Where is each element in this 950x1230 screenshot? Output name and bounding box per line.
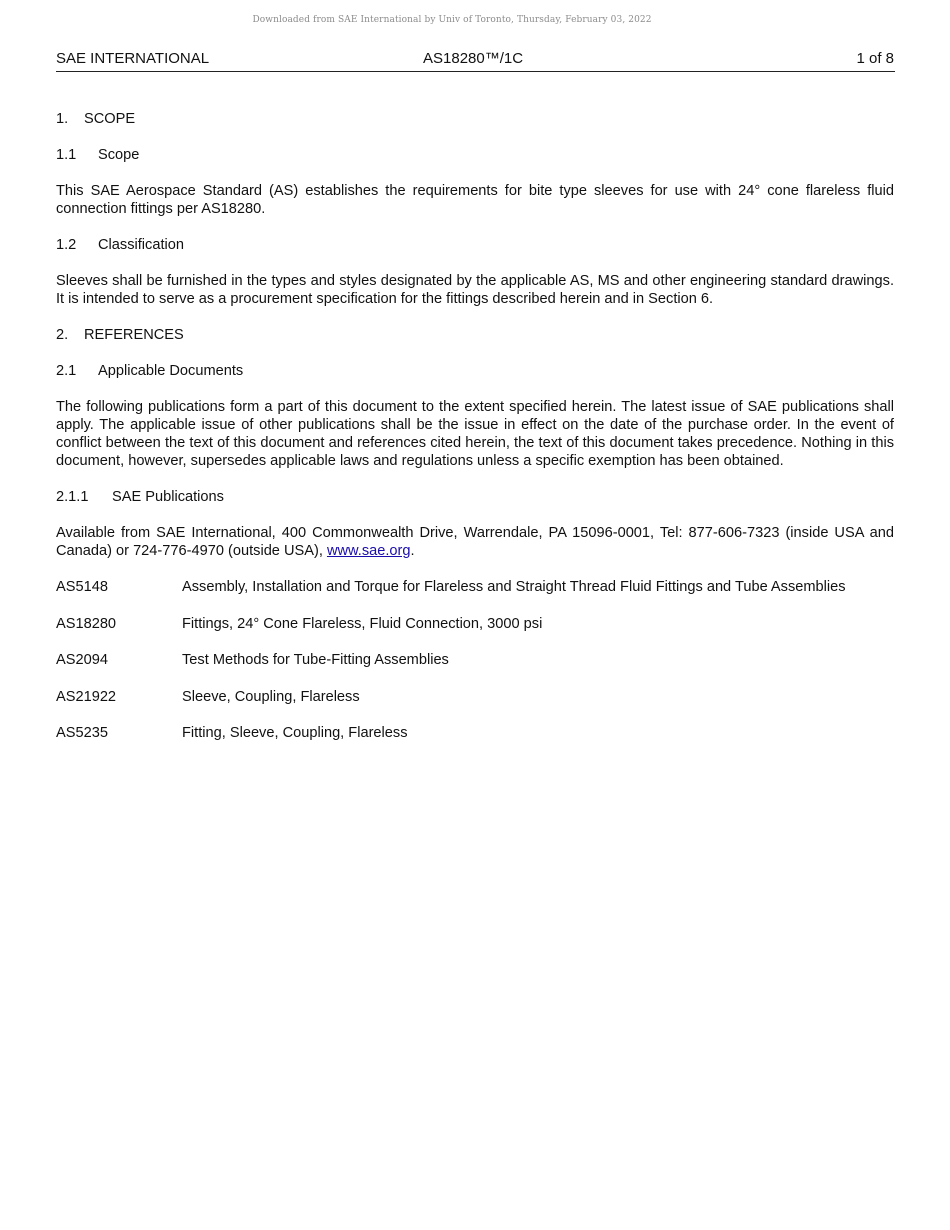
reference-title: Test Methods for Tube-Fitting Assemblies (182, 652, 449, 668)
section-1-1-text: This SAE Aerospace Standard (AS) establishes the requirements for bite type sleeves for use with 24° cone flareless fluid connection fittings per AS18280. (56, 183, 894, 217)
reference-item (56, 578, 894, 596)
availability-text: Available from SAE International, 400 Commonwealth Drive, Warrendale, PA 15096-0001, Tel: 877-606-7323 (inside USA and Canada) or 724-776-4970 (outside USA), (56, 525, 894, 559)
reference-title: Fitting, Sleeve, Coupling, Flareless (182, 725, 408, 741)
section-number: 1. (56, 111, 69, 127)
sae-website-link[interactable]: www.sae.org (326, 543, 411, 559)
section-number: 2.1 (56, 363, 77, 379)
section-number: 2. (56, 327, 69, 343)
reference-list (56, 578, 894, 742)
reference-item (56, 688, 894, 706)
reference-item (56, 651, 894, 669)
section-1-1-heading (56, 146, 894, 164)
header-org: SAE INTERNATIONAL (56, 50, 210, 67)
section-number: 1.1 (56, 147, 77, 163)
reference-title: Assembly, Installation and Torque for Flareless and Straight Thread Fluid Fittings and Tube Assemblies (182, 579, 846, 595)
header-doc-id: AS18280™/1C (423, 50, 524, 67)
header-page-number: 1 of 8 (856, 50, 894, 67)
section-2-1-text: The following publications form a part of this document to the extent specified herein. The latest issue of SAE publications shall apply. The applicable issue of other publications shall be the issue in effect on the date of the purchase order. In the event of conflict between the text of this document and references cited herein, the text of this document takes precedence. Nothing in this document, however, supersedes applicable laws and regulations unless a specific exemption has been obtained. (56, 399, 894, 469)
page-header (56, 49, 895, 72)
reference-item (56, 615, 894, 633)
section-title: Scope (98, 147, 140, 163)
section-2-heading (56, 326, 894, 344)
reference-code: AS2094 (56, 652, 108, 668)
reference-code: AS5148 (56, 579, 108, 595)
section-title: REFERENCES (84, 327, 184, 343)
download-watermark: Downloaded from SAE International by Univ of Toronto, Thursday, February 03, 2022 (252, 15, 652, 25)
section-number: 2.1.1 (56, 489, 89, 505)
reference-title: Fittings, 24° Cone Flareless, Fluid Connection, 3000 psi (182, 615, 543, 632)
reference-item (56, 724, 894, 742)
section-1-heading (56, 110, 894, 128)
reference-code: AS5235 (56, 725, 108, 741)
section-2-1-1-heading (56, 488, 894, 506)
section-1-2-heading (56, 236, 894, 254)
section-title: Classification (98, 237, 184, 253)
reference-code: AS18280 (56, 615, 117, 632)
section-2-1-heading (56, 362, 894, 380)
section-number: 1.2 (56, 237, 77, 253)
section-title: Applicable Documents (98, 363, 244, 379)
section-1-2-text: Sleeves shall be furnished in the types and styles designated by the applicable AS, MS and other engineering standard drawings. It is intended to serve as a procurement specification for the fittings described herein and in Section 6. (56, 273, 894, 307)
reference-code: AS21922 (56, 688, 117, 705)
reference-title: Sleeve, Coupling, Flareless (182, 688, 360, 705)
document-body (56, 110, 894, 761)
section-title: SAE Publications (112, 489, 224, 505)
section-2-1-1-text (56, 524, 894, 560)
availability-text-end: . (410, 543, 415, 559)
section-title: SCOPE (84, 111, 136, 127)
